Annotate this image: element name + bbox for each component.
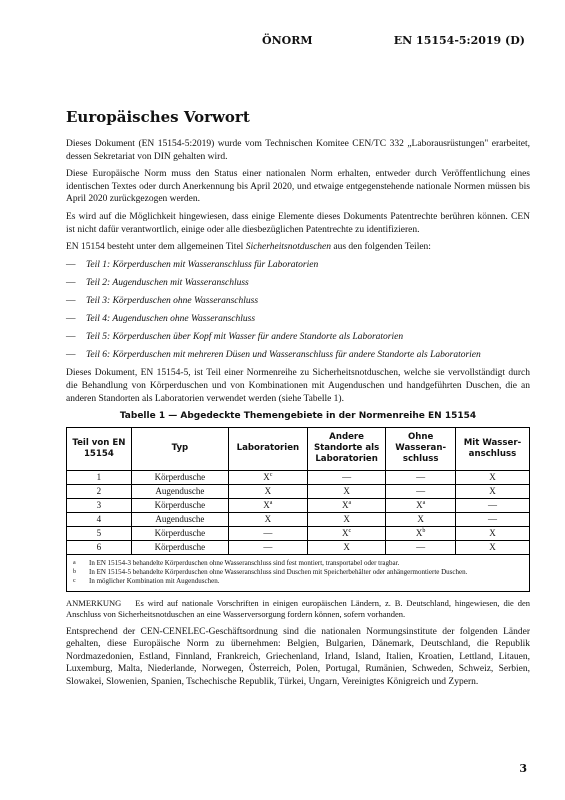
series-title: Sicherheitsnotduschen — [245, 242, 331, 253]
cell-mit: — — [455, 498, 529, 512]
cell-ohne — [386, 498, 455, 512]
paragraph-series-intro — [66, 241, 530, 254]
cell-ohne — [386, 512, 455, 526]
paragraph-member-countries: Entsprechend der CEN-CENELEC-Geschäftsordnung sind die nationalen Normungsinstitute der folgenden Länder gehalten, diese Europäische Norm zu übernehmen: Belgien, Bulgarien, Dänemark, Deutschland, die Republik Nordmazedonien, Estland, Finnland, Frankreich, Griechenland, Irland, Island, Italien, Kroatien, Lettland, Litauen, Luxemburg, Malta, Niederlande, Norwegen, Österreich, Polen, Portugal, Rumänien, Schweden, Schweiz, Serbien, Slowakei, Slowenien, Spanien, Tschechische Republik, Türkei, Ungarn, Vereinigtes Königreich und Zypern. — [66, 626, 530, 687]
cell-value: X — [417, 513, 424, 524]
section-title: Europäisches Vorwort — [66, 108, 250, 126]
footnote-mark: a — [73, 559, 76, 566]
cell-value: X — [343, 485, 350, 496]
column-header-laboratorien: Laboratorien — [229, 427, 308, 470]
cell-value: — — [416, 471, 426, 482]
list-item — [66, 349, 530, 362]
footnote-ref: c — [269, 471, 273, 478]
footnote — [73, 568, 523, 577]
note — [66, 598, 530, 620]
footnote-mark: c — [73, 578, 76, 585]
table-footnotes — [67, 554, 530, 591]
cell-value: — — [416, 541, 426, 552]
footnote — [73, 559, 523, 568]
cell-laboratorien — [229, 512, 308, 526]
cell-laboratorien — [229, 526, 308, 540]
cell-mit: — — [455, 512, 529, 526]
cell-typ: Augendusche — [131, 512, 228, 526]
cell-typ: Körperdusche — [131, 540, 228, 554]
footnote-ref: a — [422, 499, 426, 506]
column-header-teil: Teil von EN 15154 — [67, 427, 132, 470]
cell-laboratorien — [229, 540, 308, 554]
cell-teil: 6 — [67, 540, 132, 554]
part-text: Teil 6: Körperduschen mit mehreren Düsen und Wasseranschluss für andere Standorte als Laboratorien — [86, 350, 481, 361]
cell-ohne — [386, 540, 455, 554]
cell-value: X — [264, 513, 272, 524]
cell-value: X — [416, 499, 423, 510]
cell-teil: 1 — [67, 470, 132, 484]
table-row — [67, 540, 530, 554]
paragraph-status: Diese Europäische Norm muss den Status einer nationalen Norm erhalten, entweder durch Veröffentlichung eines identischen Textes oder durch Anerkennung bis April 2020, und etwaige entgegenstehende nationale Normen müssen bis April 2020 zurückgezogen werden. — [66, 169, 530, 205]
paragraph-series-scope: Dieses Dokument, EN 15154-5, ist Teil einer Normenreihe zu Sicherheitsnotduschen, welche sie vervollständigt durch die Behandlung von Körperduschen und von Kombinationen mit Augenduschen und handgeführten Duschen, die an anderen Standorten als Laboratorien verwendet werden (siehe Tabelle 1). — [66, 368, 530, 404]
dash-bullet: — — [66, 259, 76, 270]
cell-andere — [307, 498, 386, 512]
column-header-typ: Typ — [131, 427, 228, 470]
cell-value: X — [263, 499, 270, 510]
cell-teil: 4 — [67, 512, 132, 526]
cell-mit: X — [455, 540, 529, 554]
parts-list — [66, 259, 530, 362]
table-header-row — [67, 427, 530, 470]
column-header-ohne-wasseranschluss: Ohne Wasseran-schluss — [386, 427, 455, 470]
cell-andere — [307, 470, 386, 484]
cell-value: X — [343, 513, 350, 524]
cell-mit: X — [455, 526, 529, 540]
series-intro-after: aus den folgenden Teilen: — [331, 242, 431, 253]
cell-value: X — [342, 499, 349, 510]
table-row — [67, 512, 530, 526]
footnote-text: In EN 15154-3 behandelte Körperduschen ohne Wasseranschluss sind fest montiert, transportabel oder tragbar. — [89, 558, 400, 567]
cell-laboratorien — [229, 470, 308, 484]
dash-bullet: — — [66, 295, 76, 306]
series-intro-before: EN 15154 besteht unter dem allgemeinen Titel — [66, 242, 246, 253]
topics-table — [66, 427, 530, 592]
dash-bullet: — — [66, 277, 76, 288]
dash-bullet: — — [66, 350, 76, 361]
part-text: Teil 5: Körperduschen über Kopf mit Wasser für andere Standorte als Laboratorien — [86, 332, 404, 343]
cell-value: — — [342, 471, 352, 482]
column-header-andere-standorte: Andere Standorte als Laboratorien — [307, 427, 386, 470]
cell-teil: 5 — [67, 526, 132, 540]
part-text: Teil 2: Augenduschen mit Wasseranschluss — [86, 277, 249, 288]
column-header-mit-wasseranschluss: Mit Wasser-anschluss — [455, 427, 529, 470]
cell-andere — [307, 484, 386, 498]
note-label: ANMERKUNG — [66, 597, 122, 608]
cell-value: X — [264, 485, 272, 496]
cell-value: X — [263, 471, 270, 482]
cell-teil: 3 — [67, 498, 132, 512]
header-document-id: EN 15154-5:2019 (D) — [393, 34, 525, 47]
table-row — [67, 470, 530, 484]
cell-laboratorien — [229, 484, 308, 498]
paragraph-committee: Dieses Dokument (EN 15154-5:2019) wurde vom Technischen Komitee CEN/TC 332 „Laborausrüstungen" erarbeitet, dessen Sekretariat von DIN gehalten wird. — [66, 139, 530, 162]
table-row — [67, 484, 530, 498]
cell-value: — — [416, 485, 426, 496]
part-text: Teil 1: Körperduschen mit Wasseranschluss für Laboratorien — [86, 259, 319, 270]
cell-mit: X — [455, 470, 529, 484]
dash-bullet: — — [66, 314, 76, 325]
cell-andere — [307, 526, 386, 540]
cell-typ: Körperdusche — [131, 526, 228, 540]
table-row — [67, 498, 530, 512]
table-footnotes-row — [67, 554, 530, 591]
cell-value: X — [342, 527, 349, 538]
cell-andere — [307, 540, 386, 554]
page-number: 3 — [519, 762, 527, 775]
footnote-mark: b — [73, 568, 76, 575]
cell-mit: X — [455, 484, 529, 498]
cell-andere — [307, 512, 386, 526]
footnote-ref: a — [269, 499, 273, 506]
header-standard-body: ÖNORM — [262, 34, 313, 47]
footnote — [73, 577, 523, 586]
cell-value: — — [263, 527, 273, 538]
document-body — [66, 138, 530, 694]
list-item — [66, 331, 530, 344]
footnote-ref: c — [348, 527, 352, 534]
list-item — [66, 277, 530, 290]
cell-typ: Augendusche — [131, 484, 228, 498]
footnote-text: In EN 15154-5 behandelte Körperduschen ohne Wasseranschluss sind Duschen mit Speicherbehälter oder anhängermontierte Duschen. — [89, 567, 468, 576]
cell-typ: Körperdusche — [131, 498, 228, 512]
table-row — [67, 526, 530, 540]
list-item — [66, 313, 530, 326]
cell-laboratorien — [229, 498, 308, 512]
paragraph-patent: Es wird auf die Möglichkeit hingewiesen, dass einige Elemente dieses Dokuments Patentrechte berühren können. CEN ist nicht dafür verantwortlich, einige oder alle diesbezüglichen Patentrechte zu identifizieren. — [66, 211, 530, 235]
list-item — [66, 259, 530, 272]
cell-typ: Körperdusche — [131, 470, 228, 484]
footnote-ref: a — [348, 499, 352, 506]
note-text: Es wird auf nationale Vorschriften in einigen europäischen Ländern, z. B. Deutschland, hingewiesen, die den Anschluss von Sicherheitsnotduschen an eine Wasserversorgung fordern können, sofern vorhanden. — [66, 597, 530, 619]
part-text: Teil 4: Augenduschen ohne Wasseranschluss — [86, 314, 256, 325]
cell-ohne — [386, 526, 455, 540]
part-text: Teil 3: Körperduschen ohne Wasseranschluss — [86, 295, 259, 306]
cell-value: X — [415, 527, 423, 538]
cell-value: X — [343, 541, 350, 552]
footnote-ref: b — [422, 527, 426, 534]
cell-teil: 2 — [67, 484, 132, 498]
dash-bullet: — — [66, 332, 76, 343]
cell-ohne — [386, 484, 455, 498]
footnote-text: In möglicher Kombination mit Augenduschen. — [89, 577, 220, 586]
cell-value: — — [263, 541, 273, 552]
cell-ohne — [386, 470, 455, 484]
list-item — [66, 295, 530, 308]
table-caption: Tabelle 1 — Abgedeckte Themengebiete in der Normenreihe EN 15154 — [119, 411, 477, 422]
